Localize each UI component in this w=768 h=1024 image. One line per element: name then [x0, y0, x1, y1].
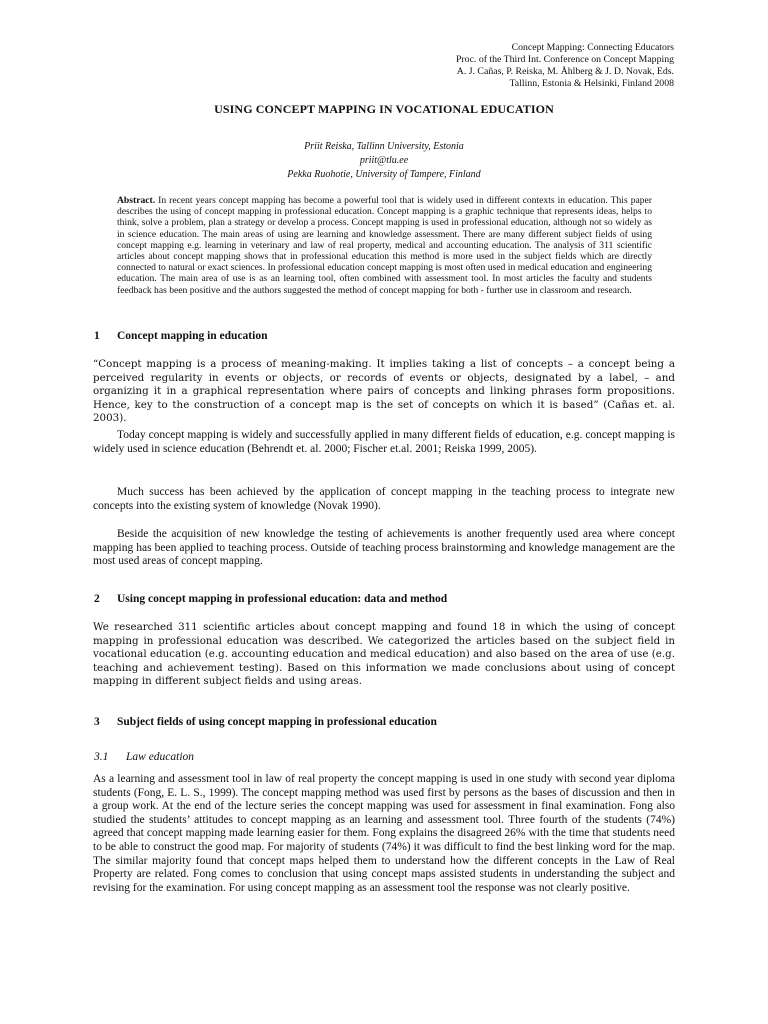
header-line-2: Proc. of the Third Int. Conference on Concept Mapping [455, 54, 674, 65]
section-2-title: Using concept mapping in professional education: data and method [117, 593, 448, 605]
header-line-4: Tallinn, Estonia & Helsinki, Finland 2008 [509, 78, 674, 89]
author-email: priit@tlu.ee [359, 155, 409, 166]
section-1-paragraph-2: Much success has been achieved by the application of concept mapping in the teaching process to integrate new concepts into the existing system of knowledge (Novak 1990). [93, 486, 675, 512]
section-1-paragraph-3: Beside the acquisition of new knowledge the testing of achievements is another frequently used area where concept mapping has been applied to teaching process. Outside of teaching process brainstorming and knowledge management are the most used areas of concept mapping. [93, 528, 675, 568]
section-1-paragraph-1: Today concept mapping is widely and successfully applied in many different fields of education, e.g. concept mapping is widely used in science education (Behrendt et. al. 2000; Fischer et.al. 2001; Reiska 1999, 2005). [93, 429, 675, 455]
subsection-3-1-number: 3.1 [94, 751, 109, 763]
subsection-3-1-heading [94, 751, 194, 763]
section-2-number: 2 [94, 593, 100, 605]
conference-header [456, 42, 674, 90]
section-1-heading [94, 330, 267, 342]
paper-title: USING CONCEPT MAPPING IN VOCATIONAL EDUCATION [214, 102, 554, 116]
section-3-title: Subject fields of using concept mapping in professional education [117, 716, 437, 728]
author-2: Pekka Ruohotie, University of Tampere, Finland [287, 169, 481, 180]
section-1-title: Concept mapping in education [117, 330, 268, 342]
abstract-text: In recent years concept mapping has become a powerful tool that is widely used in different contexts in education. This paper describes the using of concept mapping in professional education. Concept mapping is a graphic technique that represents ideas, helps to think, solve a problem, plan a strategy or develop a process. Concept mapping is used in professional education, although not so widely as in science education. The main areas of using are learning and knowledge assessment. There are many different subject fields of using concept mapping e.g. learning in veterinary and law of real property, medical and accounting education. The analysis of 311 scientific articles about concept mapping shows that in professional education this method is more used in the subject fields which are directly connected to natural or exact sciences. In professional education concept mapping is most often used in medical education and engineering education. The main area of use is as an learning tool, often combined with assessment tool. In most articles the faculty and students feedback has been positive and the authors suggested the method of concept mapping for both - further use in classroom and research. [117, 195, 652, 296]
section-1-number: 1 [94, 330, 100, 342]
author-block [0, 140, 768, 182]
header-line-3: A. J. Cañas, P. Reiska, M. Åhlberg & J. D. Novak, Eds. [456, 66, 674, 77]
section-3-number: 3 [94, 716, 100, 728]
header-line-1: Concept Mapping: Connecting Educators [511, 42, 674, 53]
section-3-heading [94, 716, 437, 728]
abstract [117, 195, 652, 296]
section-2-paragraph-1: We researched 311 scientific articles about concept mapping and found 18 in which the using of concept mapping in professional education was described. We categorized the articles based on the subject field in vocational education (e.g. accounting education and medical education) and also based on the area of use (e.g. teaching and achievement testing). Based on this information we made conclusions about using of concept mapping in different subject fields and using areas. [93, 621, 675, 688]
section-1-quote: “Concept mapping is a process of meaning-making. It implies taking a list of concepts – a concept being a perceived regularity in events or objects, or records of events or objects, designated by a label, – and organizing it in a graphical representation where pairs of concepts and linking phrases form propositions. Hence, key to the construction of a concept map is the set of concepts on which it is based” (Cañas et. al. 2003). [93, 358, 675, 425]
abstract-label: Abstract. [117, 195, 156, 206]
section-2-heading [94, 593, 447, 605]
section-3-paragraph-1: As a learning and assessment tool in law of real property the concept mapping is used in one study with second year diploma students (Fong, E. L. S., 1999). The concept mapping method was used first by persons as the bases of discussion and then in a group work. At the end of the lecture series the concept mapping was used for assessment in final examination. Fong also studied the students’ attitudes to concept mapping as an learning and assessment tool. Three fourth of the students (74%) agreed that concept mapping made learning easier for them. Fong explains the disagreed 26% with the time that students need to be able to construct the good map. For majority of students (74%) it was difficult to find the best linking word for the map. The similar majority found that concept maps helped them to understand how the different concepts in the Law of Real Property are related. Fong comes to conclusion that using concept maps assisted students in understanding the subject and revising for the examination. For using concept mapping as an assessment tool the response was not clearly positive. [93, 773, 675, 894]
author-1: Priit Reiska, Tallinn University, Estonia [304, 141, 464, 152]
subsection-3-1-title: Law education [126, 751, 195, 763]
